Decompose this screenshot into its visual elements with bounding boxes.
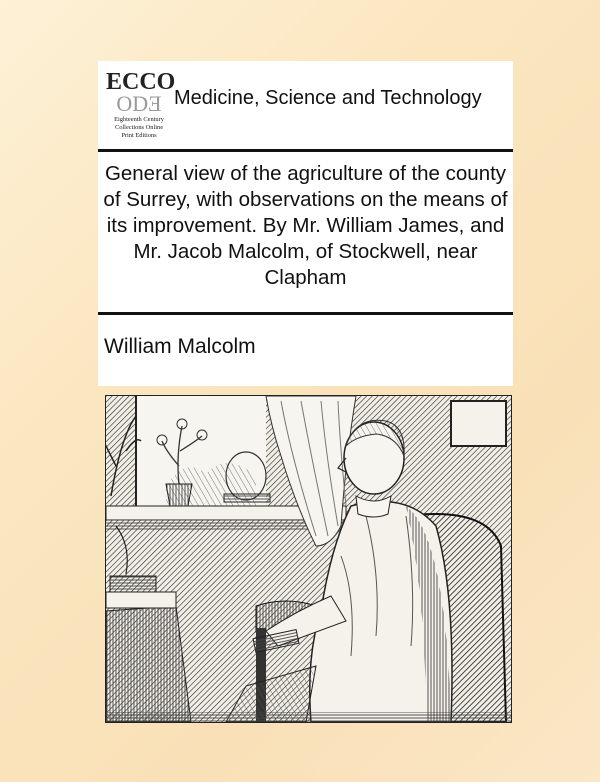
table-cloth — [106, 606, 191, 722]
divider — [98, 312, 513, 315]
logo-mark-top: ECCO — [106, 69, 176, 95]
portrait-engraving — [105, 395, 512, 723]
divider — [98, 149, 513, 152]
picture-frame — [451, 401, 506, 446]
title-panel — [98, 61, 513, 386]
logo-mark-bottom: ODƎ — [116, 91, 162, 116]
logo-caption — [106, 116, 172, 140]
logo-caption-line: Collections Online — [114, 124, 164, 131]
logo-caption-line: Eighteenth Century — [114, 116, 164, 123]
series-title: Medicine, Science and Technology — [174, 87, 482, 109]
books — [106, 592, 176, 608]
engraving-illustration — [106, 396, 511, 722]
logo-caption-line: Print Editions — [121, 132, 157, 139]
plant-pot — [166, 484, 192, 506]
ecco-logo — [106, 67, 176, 145]
book-author: William Malcolm — [104, 335, 256, 358]
book-title: General view of the agriculture of the county of Surrey, with observations on the means of its improvement. By Mr. William James, and Mr. Jacob Malcolm, of Stockwell, near Clapham — [103, 162, 508, 289]
